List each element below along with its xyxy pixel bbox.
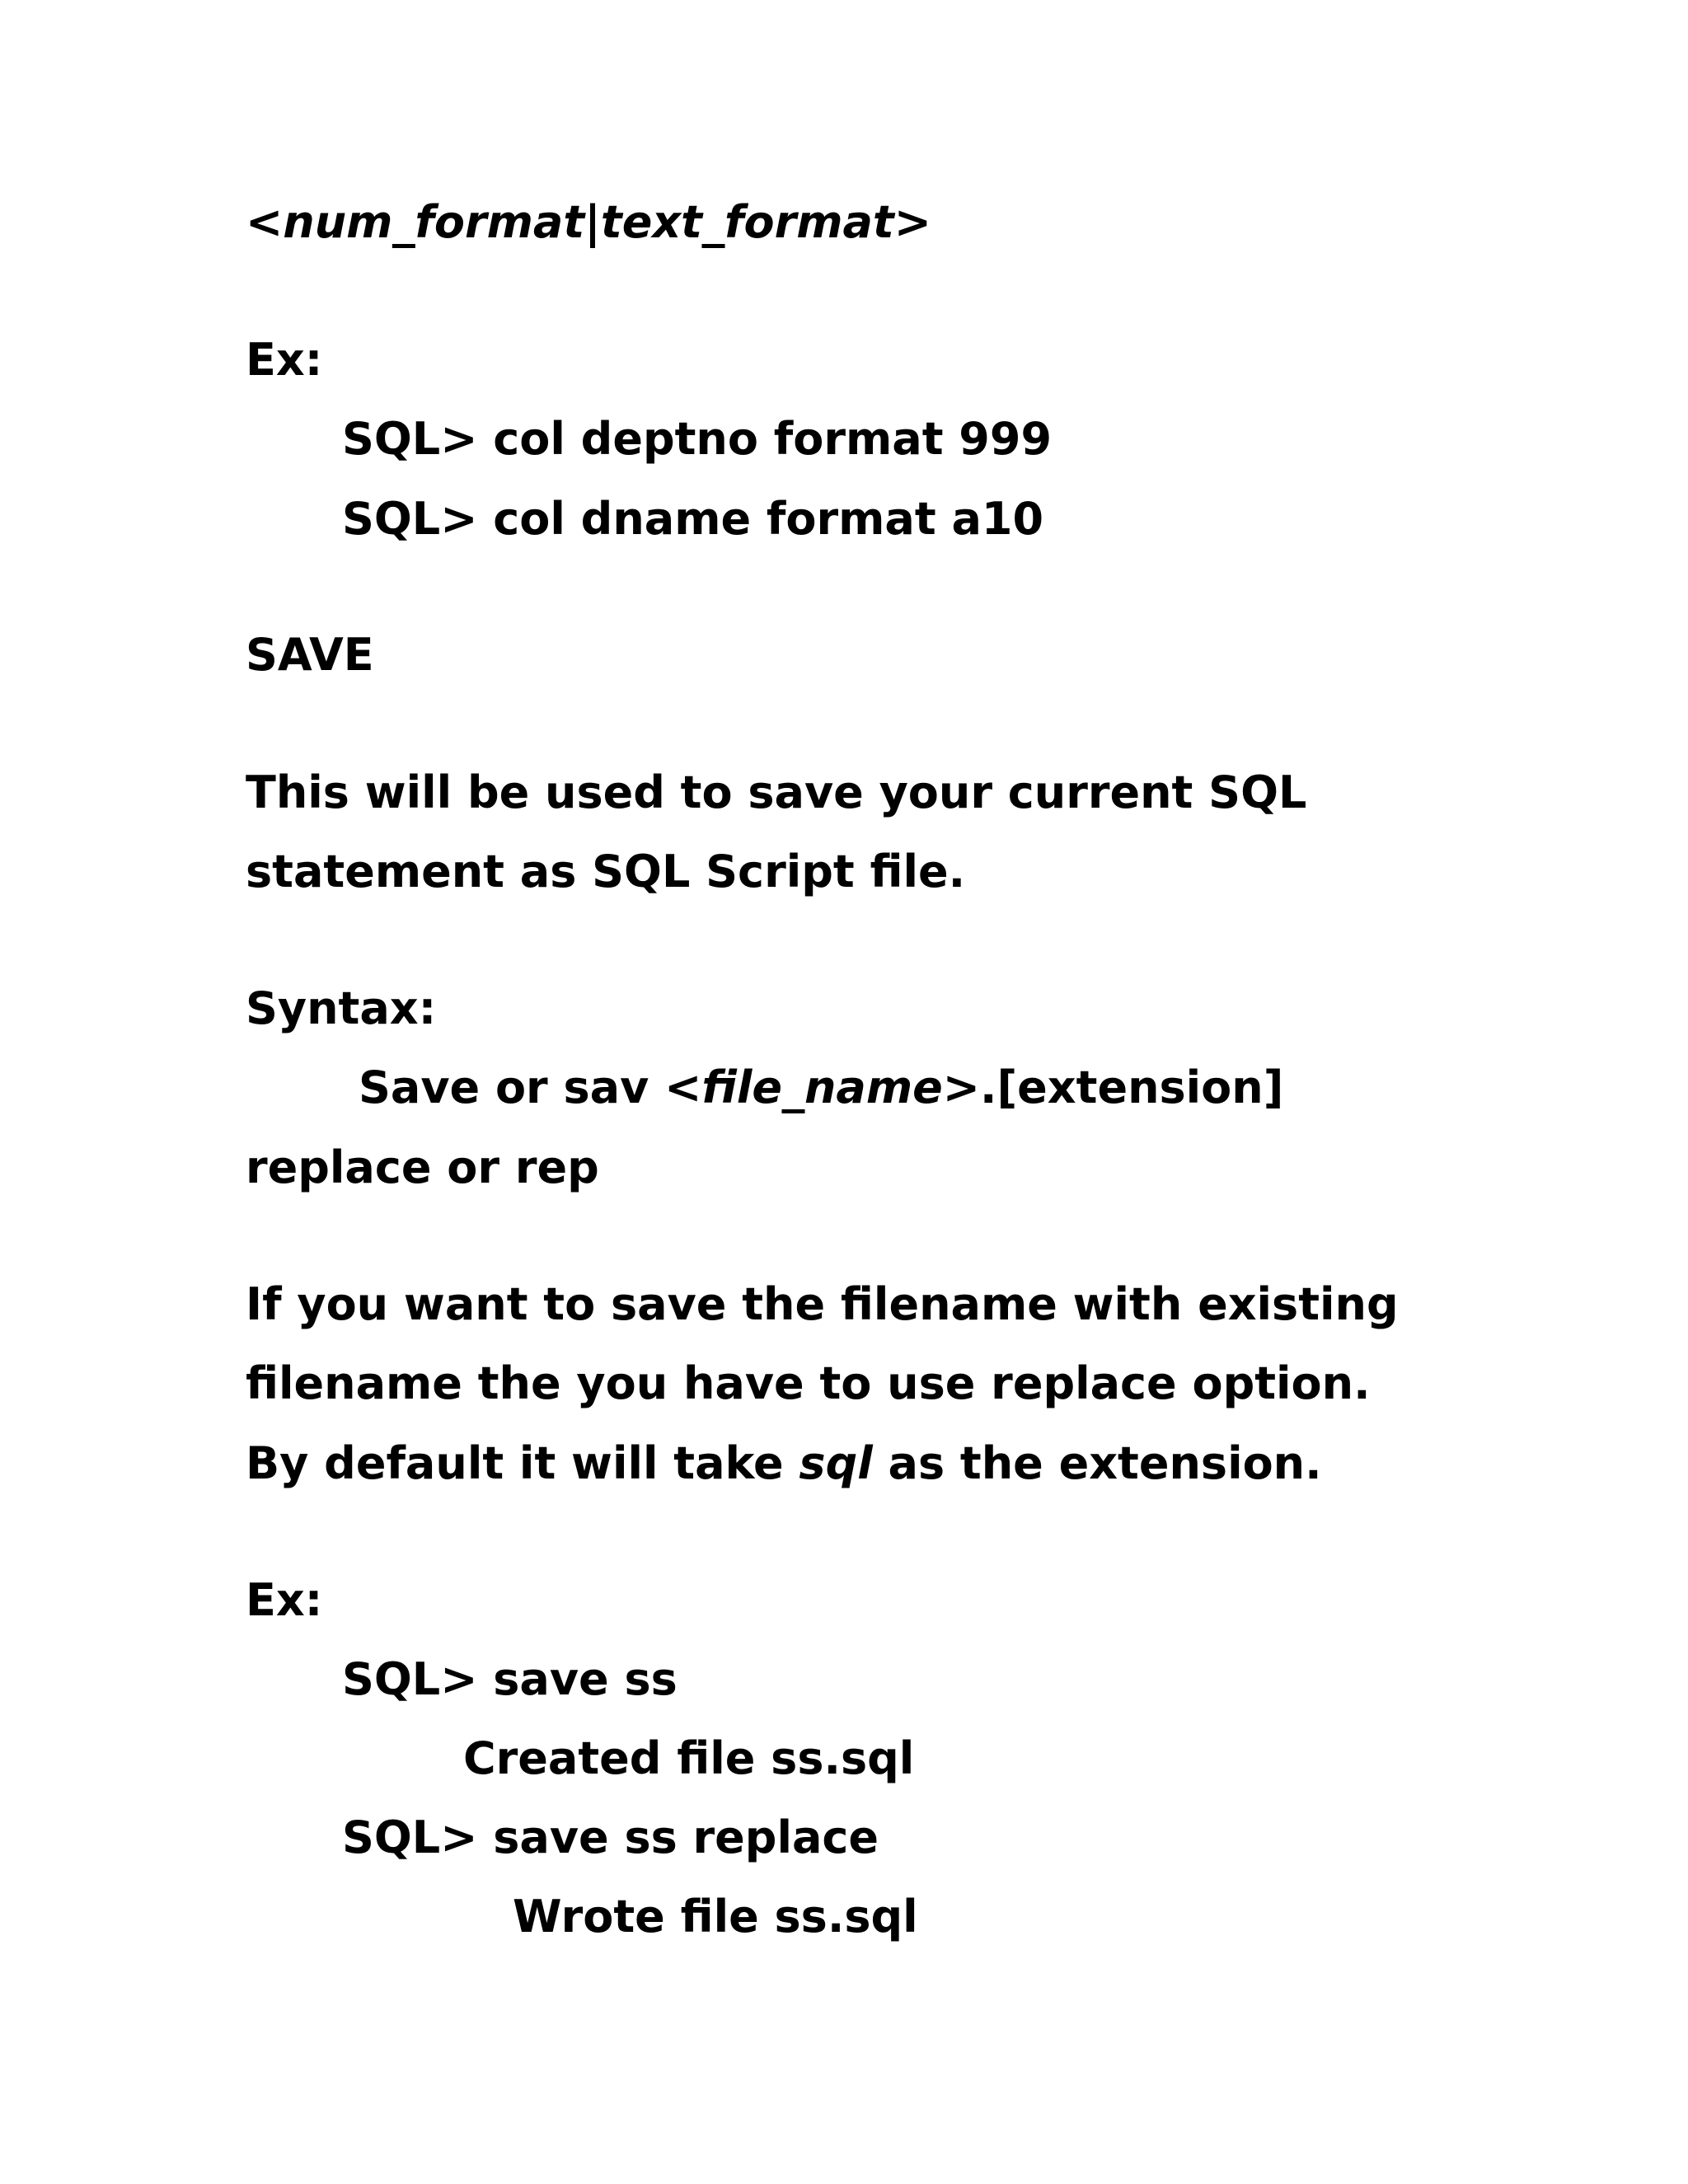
syntax-open-bracket: < xyxy=(246,196,284,248)
note-line: If you want to save the filename with existing xyxy=(246,1278,1399,1330)
syntax-close-bracket: > xyxy=(893,196,931,248)
syntax-line-2: replace or rep xyxy=(246,1141,599,1193)
example-command-line: SQL> save ss xyxy=(342,1653,678,1705)
description-line: This will be used to save your current SQL xyxy=(246,766,1307,818)
syntax-prefix: Save or sav < xyxy=(359,1062,702,1113)
description-line: statement as SQL Script file. xyxy=(246,846,966,898)
format-syntax-line xyxy=(246,196,931,248)
note-text: By default it will take xyxy=(246,1437,799,1489)
note-emphasis: sql xyxy=(799,1437,873,1489)
syntax-line xyxy=(359,1062,1284,1113)
section-heading-save: SAVE xyxy=(246,629,374,681)
note-line xyxy=(246,1437,1322,1489)
example-command-line: SQL> save ss replace xyxy=(342,1811,879,1863)
syntax-separator: | xyxy=(584,196,601,248)
note-text: as the extension. xyxy=(872,1437,1322,1489)
example-command-line: SQL> col deptno format 999 xyxy=(342,413,1053,465)
example-output-line: Wrote file ss.sql xyxy=(513,1891,918,1943)
note-line: filename the you have to use replace option. xyxy=(246,1357,1371,1409)
example-command-line: SQL> col dname format a10 xyxy=(342,493,1044,545)
file-name-param: file_name xyxy=(701,1062,943,1113)
syntax-suffix: >.[extension] xyxy=(942,1062,1284,1113)
num-format-param: num_format xyxy=(283,196,585,248)
example-output-line: Created file ss.sql xyxy=(463,1732,915,1784)
example-label: Ex: xyxy=(246,334,323,386)
text-format-param: text_format xyxy=(600,196,894,248)
syntax-label: Syntax: xyxy=(246,982,437,1034)
example-label: Ex: xyxy=(246,1574,323,1626)
